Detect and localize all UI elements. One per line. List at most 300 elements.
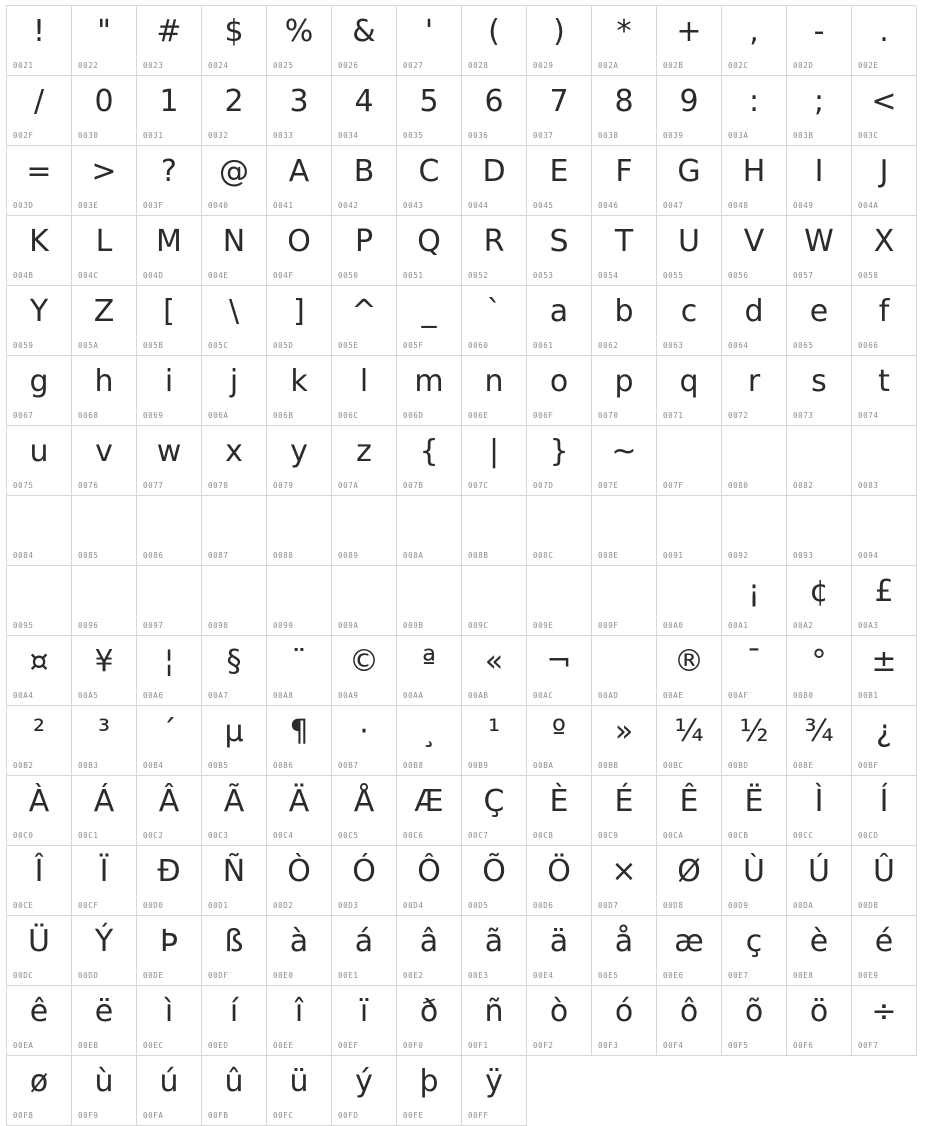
glyph-cell[interactable]: [72, 496, 137, 566]
glyph-cell[interactable]: [592, 846, 657, 916]
glyph-cell[interactable]: [657, 916, 722, 986]
glyph-codepoint: 00D1: [208, 901, 229, 910]
glyph-cell[interactable]: [787, 496, 852, 566]
glyph-cell[interactable]: [722, 286, 787, 356]
glyph-character: L: [95, 224, 113, 259]
glyph-character: F: [615, 154, 633, 189]
glyph-cell[interactable]: [592, 636, 657, 706]
glyph-cell[interactable]: [332, 6, 397, 76]
glyph-codepoint: 0099: [273, 621, 294, 630]
glyph-character: â: [419, 924, 439, 959]
glyph-cell[interactable]: [137, 496, 202, 566]
glyph-cell[interactable]: [852, 216, 917, 286]
glyph-cell[interactable]: [592, 916, 657, 986]
glyph-codepoint: 009F: [598, 621, 619, 630]
glyph-codepoint: 00F9: [78, 1111, 99, 1120]
glyph-cell[interactable]: [852, 286, 917, 356]
glyph-cell[interactable]: [462, 426, 527, 496]
glyph-cell[interactable]: [7, 496, 72, 566]
glyph-map-grid: [6, 5, 916, 1126]
glyph-cell[interactable]: [462, 986, 527, 1056]
glyph-cell[interactable]: [852, 146, 917, 216]
glyph-cell[interactable]: [462, 776, 527, 846]
glyph-cell[interactable]: [657, 636, 722, 706]
glyph-cell[interactable]: [7, 986, 72, 1056]
glyph-cell[interactable]: [202, 356, 267, 426]
glyph-character: ü: [289, 1064, 309, 1099]
glyph-cell[interactable]: [267, 76, 332, 146]
glyph-codepoint: 0041: [273, 201, 294, 210]
glyph-codepoint: 0034: [338, 131, 359, 140]
glyph-cell[interactable]: [657, 286, 722, 356]
glyph-character: ï: [359, 994, 369, 1029]
glyph-cell[interactable]: [267, 636, 332, 706]
glyph-codepoint: 002E: [858, 61, 879, 70]
glyph-cell[interactable]: [527, 216, 592, 286]
glyph-cell[interactable]: [332, 76, 397, 146]
glyph-cell[interactable]: [72, 986, 137, 1056]
glyph-cell[interactable]: [202, 216, 267, 286]
glyph-cell[interactable]: [462, 566, 527, 636]
glyph-cell[interactable]: [462, 916, 527, 986]
glyph-character: û: [224, 1064, 244, 1099]
glyph-cell[interactable]: [527, 356, 592, 426]
glyph-cell[interactable]: [72, 286, 137, 356]
glyph-cell[interactable]: [202, 636, 267, 706]
glyph-character: :: [748, 84, 760, 119]
glyph-cell[interactable]: [137, 706, 202, 776]
glyph-cell[interactable]: [332, 146, 397, 216]
glyph-character: ó: [614, 994, 634, 1029]
glyph-codepoint: 00A4: [13, 691, 34, 700]
glyph-cell[interactable]: [267, 356, 332, 426]
glyph-cell[interactable]: [202, 76, 267, 146]
glyph-cell[interactable]: [722, 986, 787, 1056]
glyph-character: ¤: [29, 644, 49, 679]
glyph-character: J: [879, 154, 889, 189]
glyph-cell[interactable]: [722, 846, 787, 916]
glyph-cell[interactable]: [72, 6, 137, 76]
glyph-cell[interactable]: [462, 706, 527, 776]
glyph-cell[interactable]: [462, 496, 527, 566]
glyph-cell[interactable]: [787, 636, 852, 706]
glyph-cell[interactable]: [7, 636, 72, 706]
glyph-cell[interactable]: [462, 6, 527, 76]
glyph-cell[interactable]: [592, 776, 657, 846]
glyph-cell[interactable]: [657, 146, 722, 216]
glyph-codepoint: 00E6: [663, 971, 684, 980]
glyph-cell[interactable]: [787, 286, 852, 356]
glyph-cell[interactable]: [852, 706, 917, 776]
glyph-cell[interactable]: [202, 986, 267, 1056]
glyph-cell[interactable]: [527, 566, 592, 636]
glyph-cell[interactable]: [397, 846, 462, 916]
glyph-cell[interactable]: [852, 426, 917, 496]
glyph-cell[interactable]: [7, 356, 72, 426]
glyph-codepoint: 0083: [858, 481, 879, 490]
glyph-cell[interactable]: [72, 1056, 137, 1126]
glyph-character: K: [29, 224, 49, 259]
glyph-character: [267, 572, 331, 612]
glyph-cell[interactable]: [852, 846, 917, 916]
glyph-cell[interactable]: [462, 146, 527, 216]
glyph-codepoint: 00C4: [273, 831, 294, 840]
glyph-character: Á: [93, 784, 115, 819]
glyph-cell[interactable]: [527, 6, 592, 76]
glyph-cell[interactable]: [397, 356, 462, 426]
glyph-cell[interactable]: [202, 286, 267, 356]
glyph-codepoint: 007F: [663, 481, 684, 490]
glyph-codepoint: 0059: [13, 341, 34, 350]
glyph-character: [7, 572, 71, 612]
glyph-cell[interactable]: [267, 146, 332, 216]
glyph-codepoint: 00E4: [533, 971, 554, 980]
glyph-cell[interactable]: [397, 706, 462, 776]
glyph-cell[interactable]: [202, 776, 267, 846]
glyph-cell[interactable]: [267, 916, 332, 986]
glyph-cell[interactable]: [397, 6, 462, 76]
glyph-cell[interactable]: [722, 356, 787, 426]
glyph-codepoint: 009B: [403, 621, 424, 630]
glyph-cell[interactable]: [137, 916, 202, 986]
glyph-cell[interactable]: [72, 146, 137, 216]
glyph-cell[interactable]: [7, 216, 72, 286]
glyph-cell[interactable]: [137, 566, 202, 636]
glyph-cell[interactable]: [397, 496, 462, 566]
glyph-cell[interactable]: [592, 216, 657, 286]
glyph-cell[interactable]: [657, 846, 722, 916]
glyph-cell[interactable]: [462, 636, 527, 706]
glyph-cell[interactable]: [72, 636, 137, 706]
glyph-cell[interactable]: [137, 216, 202, 286]
glyph-cell[interactable]: [7, 426, 72, 496]
glyph-cell[interactable]: [527, 636, 592, 706]
glyph-character: f: [878, 294, 890, 329]
glyph-cell[interactable]: [527, 776, 592, 846]
glyph-cell[interactable]: [462, 846, 527, 916]
glyph-cell[interactable]: [722, 776, 787, 846]
glyph-character: ': [424, 14, 434, 49]
glyph-character: ¯: [746, 644, 762, 679]
glyph-codepoint: 00EB: [78, 1041, 99, 1050]
glyph-cell[interactable]: [527, 706, 592, 776]
glyph-cell[interactable]: [267, 986, 332, 1056]
glyph-character: ·: [359, 714, 369, 749]
glyph-codepoint: 004B: [13, 271, 34, 280]
glyph-character: v: [95, 434, 113, 469]
glyph-cell[interactable]: [592, 706, 657, 776]
glyph-cell[interactable]: [267, 286, 332, 356]
glyph-codepoint: 002A: [598, 61, 619, 70]
glyph-cell[interactable]: [332, 706, 397, 776]
glyph-cell[interactable]: [202, 916, 267, 986]
glyph-cell[interactable]: [397, 426, 462, 496]
glyph-codepoint: 00FD: [338, 1111, 359, 1120]
glyph-codepoint: 0088: [273, 551, 294, 560]
glyph-cell[interactable]: [852, 566, 917, 636]
glyph-cell[interactable]: [787, 846, 852, 916]
glyph-cell[interactable]: [787, 566, 852, 636]
glyph-cell[interactable]: [462, 76, 527, 146]
glyph-cell[interactable]: [202, 846, 267, 916]
glyph-cell[interactable]: [527, 986, 592, 1056]
glyph-cell[interactable]: [722, 706, 787, 776]
glyph-cell[interactable]: [137, 846, 202, 916]
glyph-cell[interactable]: [267, 426, 332, 496]
glyph-cell[interactable]: [332, 776, 397, 846]
glyph-cell[interactable]: [72, 846, 137, 916]
glyph-character: ¢: [809, 574, 829, 609]
glyph-cell[interactable]: [332, 356, 397, 426]
glyph-cell[interactable]: [657, 986, 722, 1056]
glyph-cell[interactable]: [137, 1056, 202, 1126]
glyph-character: ¡: [747, 574, 761, 609]
glyph-cell[interactable]: [332, 1056, 397, 1126]
glyph-cell[interactable]: [787, 776, 852, 846]
glyph-cell[interactable]: [722, 496, 787, 566]
glyph-codepoint: 0080: [728, 481, 749, 490]
glyph-cell[interactable]: [267, 566, 332, 636]
glyph-cell[interactable]: [527, 76, 592, 146]
glyph-character: h: [94, 364, 114, 399]
glyph-cell[interactable]: [592, 6, 657, 76]
glyph-cell[interactable]: [267, 706, 332, 776]
glyph-codepoint: 0091: [663, 551, 684, 560]
glyph-cell[interactable]: [657, 566, 722, 636]
glyph-cell[interactable]: [852, 986, 917, 1056]
glyph-cell[interactable]: [722, 636, 787, 706]
glyph-cell[interactable]: [137, 426, 202, 496]
glyph-cell[interactable]: [397, 986, 462, 1056]
glyph-cell[interactable]: [657, 776, 722, 846]
glyph-character: _: [421, 294, 437, 329]
glyph-cell[interactable]: [527, 496, 592, 566]
glyph-cell[interactable]: [72, 776, 137, 846]
glyph-cell[interactable]: [787, 986, 852, 1056]
glyph-character: ^: [351, 294, 377, 329]
glyph-cell[interactable]: [527, 846, 592, 916]
glyph-cell[interactable]: [72, 566, 137, 636]
glyph-cell[interactable]: [72, 706, 137, 776]
glyph-cell[interactable]: [852, 6, 917, 76]
glyph-cell[interactable]: [202, 496, 267, 566]
glyph-codepoint: 00CA: [663, 831, 684, 840]
glyph-cell[interactable]: [462, 1056, 527, 1126]
glyph-cell[interactable]: [137, 636, 202, 706]
glyph-cell[interactable]: [397, 636, 462, 706]
glyph-character: a: [549, 294, 569, 329]
glyph-cell[interactable]: [722, 216, 787, 286]
glyph-cell[interactable]: [657, 706, 722, 776]
glyph-cell[interactable]: [787, 356, 852, 426]
glyph-cell[interactable]: [137, 356, 202, 426]
glyph-cell[interactable]: [852, 636, 917, 706]
glyph-cell[interactable]: [592, 426, 657, 496]
glyph-cell[interactable]: [527, 426, 592, 496]
glyph-cell[interactable]: [137, 986, 202, 1056]
glyph-cell[interactable]: [462, 286, 527, 356]
glyph-cell[interactable]: [7, 6, 72, 76]
glyph-cell[interactable]: [137, 286, 202, 356]
glyph-cell[interactable]: [787, 216, 852, 286]
glyph-cell[interactable]: [852, 496, 917, 566]
glyph-cell[interactable]: [267, 776, 332, 846]
glyph-cell[interactable]: [267, 846, 332, 916]
glyph-cell[interactable]: [527, 146, 592, 216]
glyph-codepoint: 00E7: [728, 971, 749, 980]
glyph-cell[interactable]: [72, 356, 137, 426]
glyph-cell[interactable]: [722, 6, 787, 76]
glyph-cell[interactable]: [267, 1056, 332, 1126]
glyph-cell[interactable]: [592, 146, 657, 216]
glyph-cell[interactable]: [462, 216, 527, 286]
glyph-character: {: [419, 434, 439, 469]
glyph-codepoint: 0097: [143, 621, 164, 630]
glyph-cell[interactable]: [787, 146, 852, 216]
glyph-cell[interactable]: [787, 6, 852, 76]
glyph-cell[interactable]: [592, 286, 657, 356]
glyph-cell[interactable]: [137, 776, 202, 846]
glyph-cell[interactable]: [657, 426, 722, 496]
glyph-cell[interactable]: [657, 6, 722, 76]
glyph-cell[interactable]: [332, 846, 397, 916]
glyph-character: W: [804, 224, 834, 259]
glyph-cell[interactable]: [397, 1056, 462, 1126]
glyph-cell[interactable]: [332, 566, 397, 636]
glyph-codepoint: 0038: [598, 131, 619, 140]
glyph-cell[interactable]: [202, 426, 267, 496]
glyph-cell[interactable]: [332, 286, 397, 356]
glyph-codepoint: 00CE: [13, 901, 34, 910]
glyph-character: [592, 572, 656, 612]
glyph-character: [202, 572, 266, 612]
glyph-cell[interactable]: [397, 566, 462, 636]
glyph-cell[interactable]: [332, 496, 397, 566]
glyph-cell[interactable]: [852, 76, 917, 146]
glyph-cell[interactable]: [7, 76, 72, 146]
glyph-cell[interactable]: [332, 916, 397, 986]
glyph-cell[interactable]: [332, 636, 397, 706]
glyph-cell[interactable]: [332, 986, 397, 1056]
glyph-cell[interactable]: [202, 6, 267, 76]
glyph-cell[interactable]: [657, 216, 722, 286]
glyph-codepoint: 0082: [793, 481, 814, 490]
glyph-cell[interactable]: [202, 706, 267, 776]
glyph-cell[interactable]: [332, 216, 397, 286]
glyph-cell[interactable]: [7, 1056, 72, 1126]
glyph-cell[interactable]: [332, 426, 397, 496]
glyph-codepoint: 00EF: [338, 1041, 359, 1050]
glyph-cell[interactable]: [592, 76, 657, 146]
glyph-cell[interactable]: [397, 286, 462, 356]
glyph-character: [657, 572, 721, 612]
glyph-cell[interactable]: [202, 566, 267, 636]
glyph-cell[interactable]: [7, 566, 72, 636]
glyph-character: -: [813, 14, 825, 49]
glyph-cell[interactable]: [657, 496, 722, 566]
glyph-character: &: [352, 14, 376, 49]
glyph-cell[interactable]: [527, 916, 592, 986]
glyph-character: [527, 572, 591, 612]
glyph-cell[interactable]: [852, 356, 917, 426]
glyph-cell[interactable]: [592, 496, 657, 566]
glyph-cell[interactable]: [722, 426, 787, 496]
glyph-codepoint: 0075: [13, 481, 34, 490]
glyph-cell[interactable]: [7, 916, 72, 986]
glyph-cell[interactable]: [7, 846, 72, 916]
glyph-cell[interactable]: [397, 146, 462, 216]
glyph-cell[interactable]: [7, 146, 72, 216]
glyph-character: ò: [549, 994, 569, 1029]
glyph-cell[interactable]: [7, 776, 72, 846]
glyph-codepoint: 00C8: [533, 831, 554, 840]
glyph-codepoint: 00FB: [208, 1111, 229, 1120]
glyph-cell[interactable]: [592, 356, 657, 426]
glyph-codepoint: 00C1: [78, 831, 99, 840]
glyph-cell[interactable]: [787, 76, 852, 146]
glyph-cell[interactable]: [462, 356, 527, 426]
glyph-cell[interactable]: [7, 706, 72, 776]
glyph-cell[interactable]: [267, 216, 332, 286]
glyph-cell[interactable]: [592, 566, 657, 636]
glyph-cell[interactable]: [657, 356, 722, 426]
glyph-codepoint: 00E9: [858, 971, 879, 980]
glyph-cell[interactable]: [397, 916, 462, 986]
glyph-cell[interactable]: [787, 426, 852, 496]
glyph-codepoint: 003C: [858, 131, 879, 140]
glyph-cell[interactable]: [657, 76, 722, 146]
glyph-cell[interactable]: [137, 76, 202, 146]
glyph-cell[interactable]: [397, 216, 462, 286]
glyph-character: ¨: [291, 644, 307, 679]
glyph-codepoint: 0056: [728, 271, 749, 280]
glyph-cell[interactable]: [72, 916, 137, 986]
glyph-codepoint: 0022: [78, 61, 99, 70]
glyph-cell[interactable]: [852, 916, 917, 986]
glyph-cell[interactable]: [397, 76, 462, 146]
glyph-cell[interactable]: [787, 706, 852, 776]
glyph-codepoint: 0084: [13, 551, 34, 560]
glyph-cell[interactable]: [137, 146, 202, 216]
glyph-cell[interactable]: [722, 76, 787, 146]
glyph-codepoint: 0044: [468, 201, 489, 210]
glyph-cell[interactable]: [72, 426, 137, 496]
glyph-cell[interactable]: [202, 146, 267, 216]
glyph-codepoint: 006B: [273, 411, 294, 420]
glyph-codepoint: 00A0: [663, 621, 684, 630]
glyph-cell[interactable]: [787, 916, 852, 986]
glyph-cell[interactable]: [72, 76, 137, 146]
glyph-cell[interactable]: [527, 286, 592, 356]
glyph-cell[interactable]: [72, 216, 137, 286]
glyph-cell[interactable]: [722, 916, 787, 986]
glyph-cell[interactable]: [137, 6, 202, 76]
glyph-character: ú: [159, 1064, 179, 1099]
glyph-cell[interactable]: [7, 286, 72, 356]
glyph-cell[interactable]: [267, 6, 332, 76]
glyph-character: H: [742, 154, 766, 189]
glyph-cell[interactable]: [397, 776, 462, 846]
glyph-cell[interactable]: [722, 146, 787, 216]
glyph-codepoint: 00BE: [793, 761, 814, 770]
glyph-cell[interactable]: [852, 776, 917, 846]
glyph-codepoint: 0032: [208, 131, 229, 140]
glyph-character: C: [418, 154, 440, 189]
glyph-cell[interactable]: [267, 496, 332, 566]
glyph-cell[interactable]: [722, 566, 787, 636]
glyph-cell[interactable]: [202, 1056, 267, 1126]
glyph-cell[interactable]: [592, 986, 657, 1056]
